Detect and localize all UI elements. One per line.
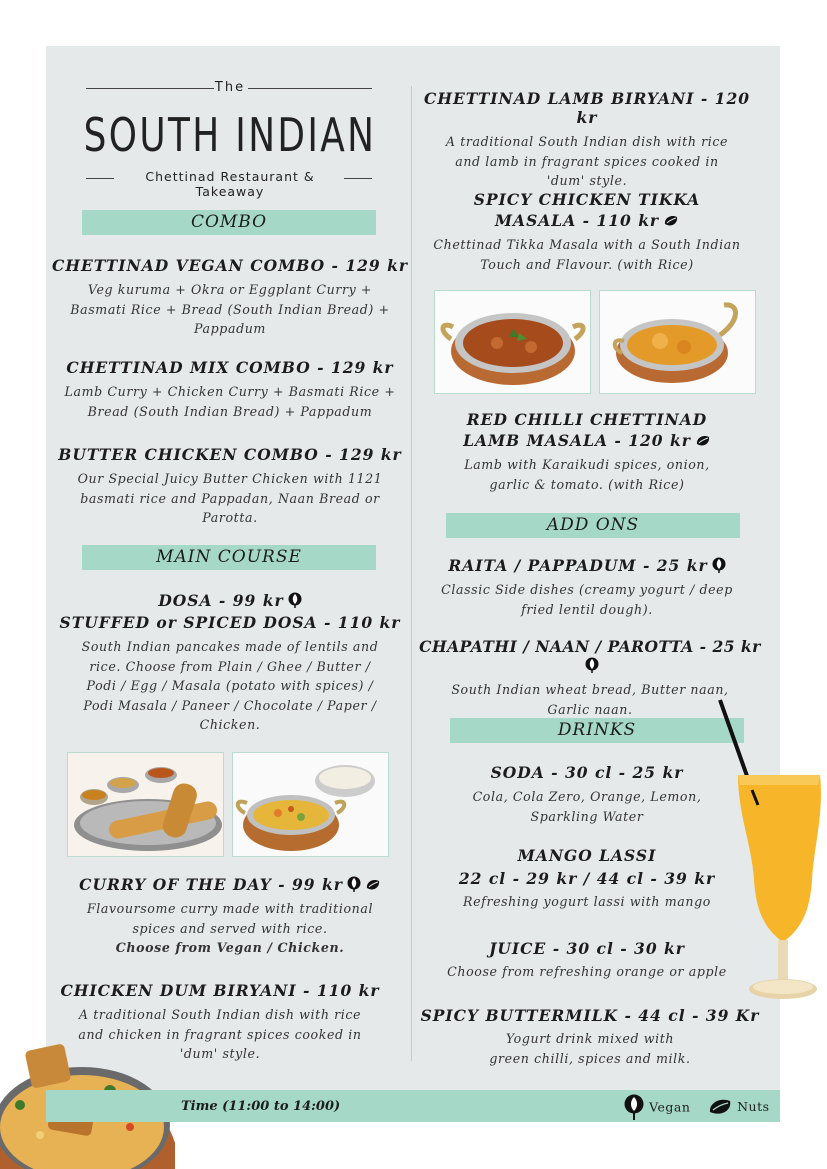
- item-desc: A traditional South Indian dish with rice: [445, 134, 729, 149]
- nut-icon: [365, 878, 381, 892]
- item-title: JUICE - 30 cl - 30 kr: [489, 939, 685, 958]
- item-title: CHETTINAD LAMB BIRYANI - 120 kr: [423, 89, 751, 127]
- item-title: SPICY CHICKEN TIKKA: [473, 190, 701, 209]
- nut-icon: [695, 434, 711, 448]
- item-desc: rice. Choose from Plain / Ghee / Butter /: [89, 658, 371, 674]
- leaf-icon: [288, 592, 302, 608]
- item-title: CHETTINAD VEGAN COMBO - 129 kr: [51, 256, 409, 275]
- legend-nuts-label: Nuts: [737, 1099, 770, 1114]
- item-desc: fried lentil dough).: [521, 601, 653, 617]
- leaf-icon: [585, 657, 599, 673]
- item-title: CHICKEN DUM BIRYANI - 110 kr: [60, 981, 380, 1000]
- item-desc: and chicken in fragrant spices cooked in: [78, 1026, 362, 1042]
- item-desc: Parotta.: [202, 510, 258, 525]
- item-desc: Our Special Juicy Butter Chicken with 1121: [77, 471, 383, 486]
- leaf-icon: [624, 1094, 644, 1120]
- item-title: CURRY OF THE DAY - 99 kr: [79, 875, 343, 894]
- item-title: MANGO LASSI: [517, 846, 657, 865]
- item-desc: Lamb Curry + Chicken Curry + Basmati Rice +: [64, 384, 396, 399]
- item-desc: Pappadum: [194, 321, 266, 336]
- item-title: CHAPATHI / NAAN / PAROTTA - 25 kr: [419, 637, 761, 656]
- item-desc: and lamb in fragrant spices cooked in: [455, 153, 719, 169]
- tikka-photo: [434, 290, 591, 394]
- nut-icon: [663, 214, 679, 228]
- item-title: SODA - 30 cl - 25 kr: [490, 763, 684, 782]
- combo-item: [50, 445, 410, 528]
- item-desc: Sparkling Water: [530, 808, 644, 824]
- item-desc: 'dum' style.: [179, 1046, 261, 1061]
- item-desc: green chilli, spices and milk.: [489, 1050, 691, 1066]
- item-desc: Flavoursome curry made with traditional: [86, 901, 374, 916]
- lamb-masala-photo: [599, 290, 756, 394]
- item-desc: Chettinad Tikka Masala with a South Indian: [433, 237, 741, 252]
- logo-subtitle: Chettinad Restaurant & Takeaway: [145, 169, 315, 199]
- leaf-icon: [347, 876, 361, 892]
- item-desc: A traditional South Indian dish with rice: [78, 1007, 362, 1022]
- item-title: CHETTINAD MIX COMBO - 129 kr: [66, 358, 394, 377]
- right-item-red-chilli: [412, 410, 762, 494]
- legend-nuts: [708, 1096, 770, 1117]
- item-title: LAMB MASALA - 120 kr: [463, 431, 691, 450]
- item-desc: 'dum' style.: [546, 173, 628, 188]
- item-title: RAITA / PAPPADUM - 25 kr: [448, 556, 708, 575]
- item-desc: Basmati Rice + Bread (South Indian Bread) +: [70, 301, 390, 317]
- item-desc: Cola, Cola Zero, Orange, Lemon,: [472, 789, 702, 804]
- drink-item-buttermilk: [412, 1006, 768, 1068]
- item-desc: Yogurt drink mixed with: [505, 1031, 675, 1046]
- item-title: SPICY BUTTERMILK - 44 cl - 39 Kr: [420, 1006, 760, 1025]
- item-desc: Touch and Flavour. (with Rice): [480, 256, 694, 272]
- dosa-photo: [67, 752, 224, 857]
- addon-item: [412, 556, 762, 619]
- combo-item: [50, 358, 410, 421]
- mango-lassi-glass-image: [710, 695, 827, 1005]
- item-desc-emphasis: Choose from Vegan / Chicken.: [115, 940, 345, 955]
- item-title: BUTTER CHICKEN COMBO - 129 kr: [58, 445, 402, 464]
- item-title: RED CHILLI CHETTINAD: [466, 410, 708, 429]
- nut-icon: [708, 1097, 732, 1117]
- combo-item: [50, 256, 410, 339]
- item-desc: South Indian pancakes made of lentils and: [81, 639, 379, 654]
- legend-vegan: [624, 1094, 690, 1120]
- opening-time: Time (11:00 to 14:00): [181, 1099, 341, 1114]
- item-desc: Bread (South Indian Bread) + Pappadum: [87, 403, 373, 419]
- item-desc: Podi Masala / Paneer / Chocolate / Paper /: [83, 697, 377, 713]
- logo-title: SOUTH INDIAN: [83, 108, 377, 162]
- right-item-lamb-biryani: [412, 89, 762, 191]
- curry-photo: [232, 752, 389, 857]
- main-item-dosa: [50, 591, 410, 735]
- section-main-course: MAIN COURSE: [82, 545, 376, 570]
- item-desc: Refreshing yogurt lassi with mango: [463, 894, 711, 909]
- item-desc: spices and served with rice.: [132, 920, 328, 936]
- item-desc: Choose from refreshing orange or apple: [447, 964, 727, 979]
- item-desc: Garlic naan.: [547, 701, 633, 717]
- item-title: 22 cl - 29 kr / 44 cl - 39 kr: [458, 869, 716, 888]
- logo-the: The: [214, 80, 246, 95]
- item-desc: Classic Side dishes (creamy yogurt / deep: [441, 582, 733, 597]
- main-item-curry: [50, 875, 410, 958]
- item-title: STUFFED or SPICED DOSA - 110 kr: [59, 613, 401, 632]
- item-title: DOSA - 99 kr: [158, 591, 284, 610]
- item-desc: garlic & tomato. (with Rice): [489, 476, 685, 492]
- item-desc: basmati rice and Pappadan, Naan Bread or: [80, 490, 380, 506]
- item-desc: Chicken.: [199, 717, 261, 732]
- section-drinks: DRINKS: [450, 718, 744, 743]
- item-desc: Veg kuruma + Okra or Eggplant Curry +: [87, 282, 373, 297]
- item-desc: Lamb with Karaikudi spices, onion,: [464, 457, 710, 472]
- item-desc: South Indian wheat bread, Butter naan,: [451, 682, 729, 697]
- item-title: MASALA - 110 kr: [494, 211, 660, 230]
- section-add-ons: ADD ONS: [446, 513, 740, 538]
- right-item-tikka: [412, 190, 762, 274]
- section-combo: COMBO: [82, 210, 376, 235]
- item-desc: Podi / Egg / Masala (potato with spices) /: [86, 678, 374, 693]
- legend-vegan-label: Vegan: [649, 1099, 691, 1115]
- leaf-icon: [712, 557, 726, 573]
